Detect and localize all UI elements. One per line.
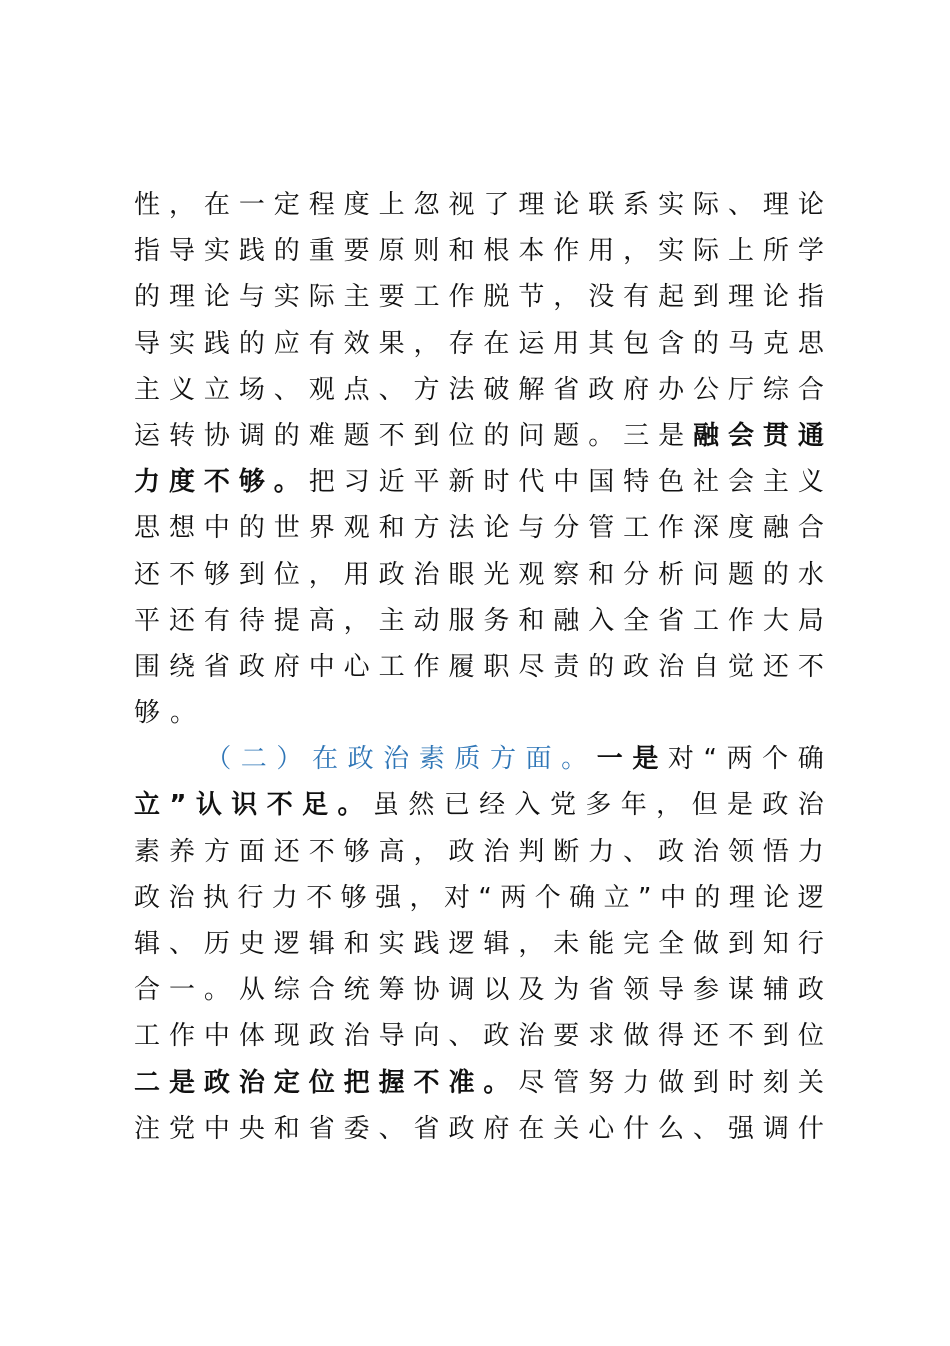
text-line: （ 二 ） 在 政 治 素 质 方 面 。 一 是 对 “ 两 个 确 — [205, 744, 824, 775]
text-line: 运 转 协 调 的 难 题 不 到 位 的 问 题 。 三 是 融 会 贯 通 — [134, 420, 824, 451]
text-line: 素 养 方 面 还 不 够 高 ， 政 治 判 断 力 、 政 治 领 悟 力 — [134, 836, 824, 867]
text-line: 的 理 论 与 实 际 主 要 工 作 脱 节 ， 没 有 起 到 理 论 指 — [134, 282, 824, 313]
body-text — [134, 182, 824, 1152]
text-line: 主 义 立 场 、 观 点 、 方 法 破 解 省 政 府 办 公 厅 综 合 — [134, 374, 824, 405]
text-line: 围 绕 省 政 府 中 心 工 作 履 职 尽 责 的 政 治 自 觉 还 不 — [134, 651, 824, 682]
text-line: 力 度 不 够 。 把 习 近 平 新 时 代 中 国 特 色 社 会 主 义 — [134, 467, 824, 498]
text-line: 辑 、 历 史 逻 辑 和 实 践 逻 辑 ， 未 能 完 全 做 到 知 行 — [134, 929, 824, 959]
text-line: 导 实 践 的 应 有 效 果 ， 存 在 运 用 其 包 含 的 马 克 思 — [134, 328, 824, 359]
text-line: 工 作 中 体 现 政 治 导 向 、 政 治 要 求 做 得 还 不 到 位 — [134, 1021, 824, 1052]
text-line: 合 一 。 从 综 合 统 筹 协 调 以 及 为 省 领 导 参 谋 辅 政 — [134, 975, 824, 1006]
text-line: 思 想 中 的 世 界 观 和 方 法 论 与 分 管 工 作 深 度 融 合 — [134, 513, 824, 544]
text-line: 立 ” 认 识 不 足 。 虽 然 已 经 入 党 多 年 ， 但 是 政 治 — [134, 790, 824, 821]
text-line: 还 不 够 到 位 ， 用 政 治 眼 光 观 察 和 分 析 问 题 的 水 — [134, 559, 824, 590]
text-line: 政 治 执 行 力 不 够 强 ， 对 “ 两 个 确 立 ” 中 的 理 论 逻 — [134, 882, 824, 913]
text-line: 二 是 政 治 定 位 把 握 不 准 。 尽 管 努 力 做 到 时 刻 关 — [134, 1067, 824, 1098]
text-line: 指 导 实 践 的 重 要 原 则 和 根 本 作 用 ， 实 际 上 所 学 — [134, 236, 824, 267]
text-line: 够 。 — [134, 698, 197, 729]
text-line: 平 还 有 待 提 高 ， 主 动 服 务 和 融 入 全 省 工 作 大 局 — [134, 605, 824, 636]
text-line: 性 ， 在 一 定 程 度 上 忽 视 了 理 论 联 系 实 际 、 理 论 — [134, 190, 824, 220]
text-line: 注 党 中 央 和 省 委 、 省 政 府 在 关 心 什 么 、 强 调 什 — [134, 1113, 824, 1144]
